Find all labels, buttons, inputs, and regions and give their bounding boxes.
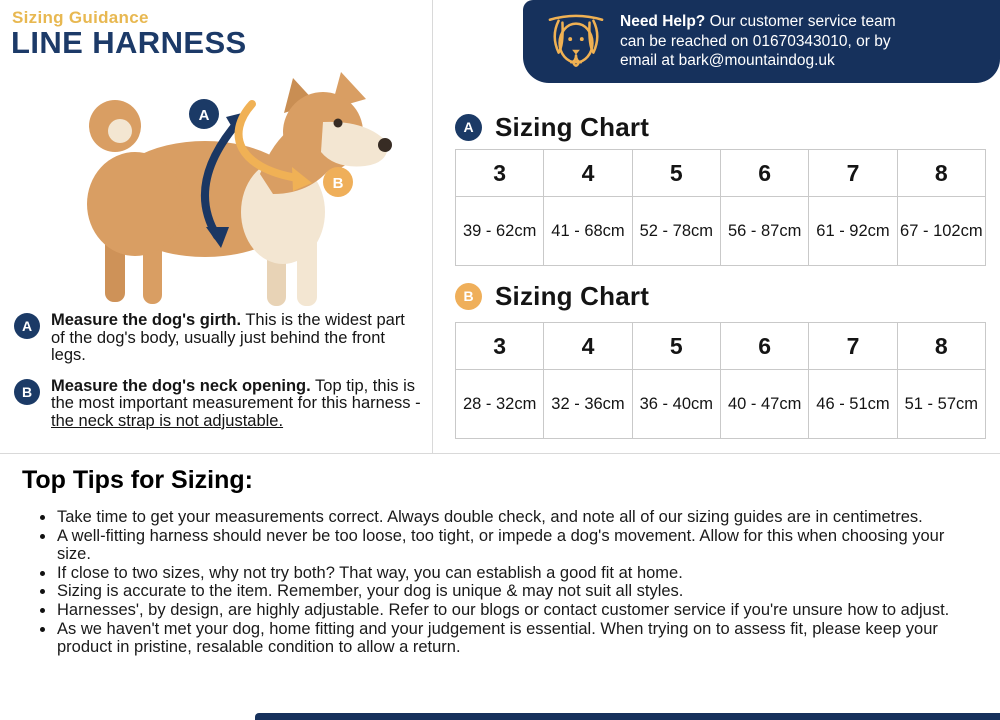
neck-note-bold: Measure the dog's neck opening.	[51, 376, 311, 395]
girth-note	[14, 312, 424, 365]
chart-a-badge: A	[455, 114, 482, 141]
sizing-chart-b-table	[455, 322, 986, 439]
size-col-header: 7	[809, 150, 897, 197]
tip-item: Harnesses', by design, are highly adjustable. Refer to our blogs or contact customer service if you're unsure how to adjust.	[36, 601, 976, 620]
neck-note-badge: B	[14, 379, 40, 405]
neck-note-underline: the neck strap is not adjustable.	[51, 411, 284, 430]
need-help-banner	[523, 0, 1000, 83]
size-range-cell: 40 - 47cm	[720, 370, 808, 439]
sizing-chart-b-header	[455, 280, 649, 312]
size-range-cell: 61 - 92cm	[809, 197, 897, 266]
eyebrow-label: Sizing Guidance	[12, 8, 149, 27]
page-title: LINE HARNESS	[11, 25, 247, 60]
table-b-range-row	[456, 370, 986, 439]
table-a-size-row	[456, 150, 986, 197]
size-col-header: 5	[632, 323, 720, 370]
marker-b-label: B	[332, 175, 344, 192]
size-range-cell: 56 - 87cm	[720, 197, 808, 266]
chart-a-title: Sizing Chart	[495, 111, 650, 142]
tip-item: As we haven't met your dog, home fitting and your judgement is essential. When trying on to assess fit, please keep your product in pristine, resalable condition to allow a return.	[36, 620, 976, 657]
neck-note-rest: Top tip, this is the most important measurement for this harness -	[51, 376, 421, 412]
size-col-header: 7	[809, 323, 897, 370]
size-range-cell: 36 - 40cm	[632, 370, 720, 439]
help-text-bold: Need Help?	[620, 13, 706, 31]
shiba-puppy-illustration	[35, 64, 435, 314]
tip-item: If close to two sizes, why not try both? That way, you can establish a good fit at home.	[36, 564, 976, 583]
neck-note	[14, 378, 424, 431]
size-col-header: 3	[456, 150, 544, 197]
help-text-line2: can be reached on 01670343010, or by	[620, 32, 891, 50]
size-range-cell: 46 - 51cm	[809, 370, 897, 439]
marker-b-badge	[323, 167, 353, 197]
girth-note-rest: This is the widest part of the dog's body, usually just behind the front legs.	[51, 311, 405, 364]
help-text-line3: email at bark@mountaindog.uk	[620, 52, 835, 70]
table-b-size-row	[456, 323, 986, 370]
sizing-chart-a-table	[455, 149, 986, 266]
size-col-header: 8	[897, 323, 985, 370]
tip-item: Take time to get your measurements correct. Always double check, and note all of our sizing guides are in centimetres.	[36, 508, 976, 527]
tips-list	[36, 508, 976, 657]
size-range-cell: 52 - 78cm	[632, 197, 720, 266]
size-col-header: 6	[720, 323, 808, 370]
help-text-line1: Our customer service team	[705, 13, 896, 31]
size-col-header: 8	[897, 150, 985, 197]
size-range-cell: 41 - 68cm	[544, 197, 632, 266]
tip-item: A well-fitting harness should never be too loose, too tight, or impede a dog's movement. Allow for this when choosing your size.	[36, 527, 976, 564]
chart-b-badge: B	[455, 283, 482, 310]
size-col-header: 4	[544, 323, 632, 370]
girth-note-badge: A	[14, 313, 40, 339]
size-col-header: 5	[632, 150, 720, 197]
size-range-cell: 28 - 32cm	[456, 370, 544, 439]
size-range-cell: 39 - 62cm	[456, 197, 544, 266]
size-range-cell: 67 - 102cm	[897, 197, 985, 266]
dog-face-icon	[547, 11, 605, 73]
girth-note-bold: Measure the dog's girth.	[51, 311, 242, 329]
neck-note-text	[51, 378, 423, 431]
chart-b-title: Sizing Chart	[495, 280, 650, 311]
size-range-cell: 32 - 36cm	[544, 370, 632, 439]
marker-a-label: A	[198, 107, 210, 124]
sizing-chart-a-header	[455, 111, 649, 143]
marker-a-badge	[189, 99, 219, 129]
horizontal-divider	[0, 453, 1000, 454]
girth-note-text	[51, 312, 423, 365]
size-col-header: 6	[720, 150, 808, 197]
size-col-header: 3	[456, 323, 544, 370]
help-text	[620, 12, 896, 71]
footer-bar	[255, 713, 1000, 720]
tips-title: Top Tips for Sizing:	[22, 466, 253, 494]
measurement-notes	[14, 312, 424, 443]
size-col-header: 4	[544, 150, 632, 197]
table-a-range-row	[456, 197, 986, 266]
tip-item: Sizing is accurate to the item. Remember, your dog is unique & may not suit all styles.	[36, 582, 976, 601]
size-range-cell: 51 - 57cm	[897, 370, 985, 439]
